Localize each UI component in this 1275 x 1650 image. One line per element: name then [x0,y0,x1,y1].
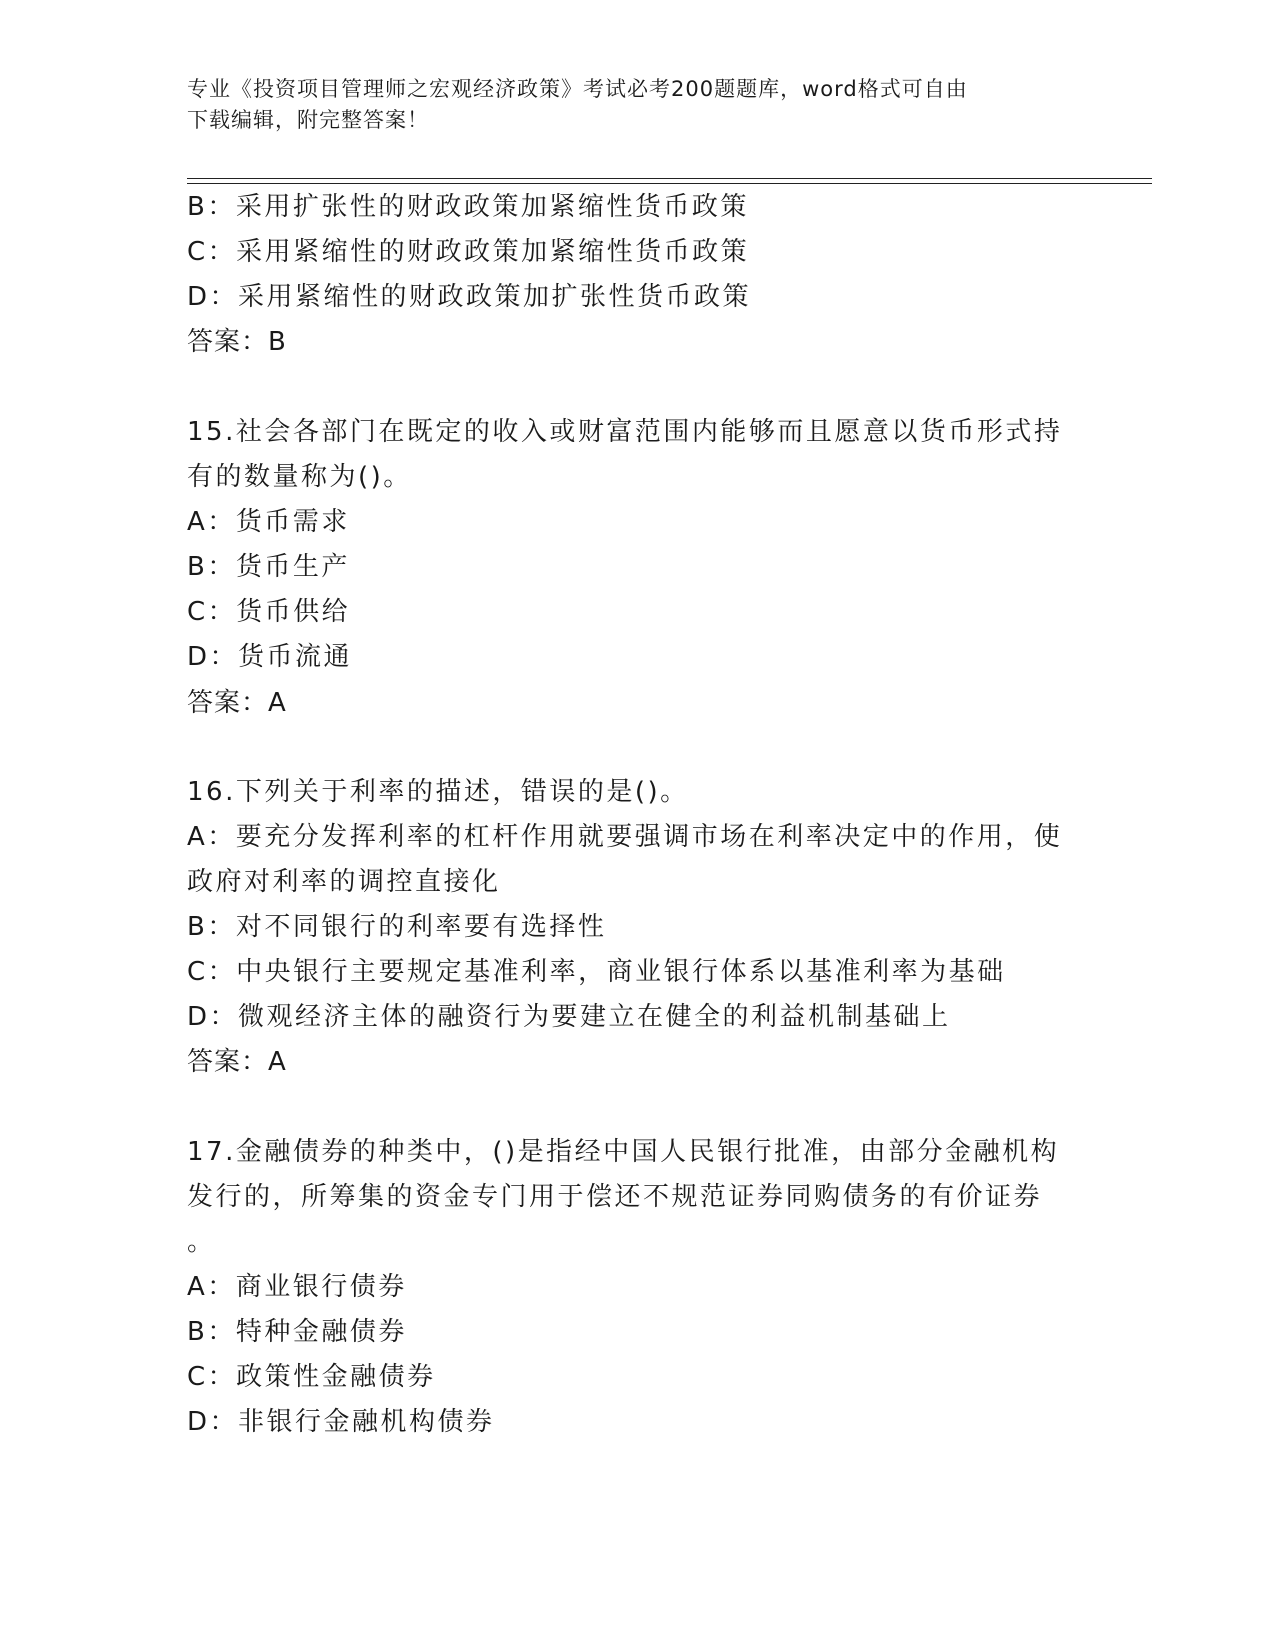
q17-stem-line-3: 。 [187,1227,216,1257]
q17-option-d: D：非银行金融机构债券 [187,1407,495,1437]
header-divider-bottom [187,183,1152,184]
header-line-1: 专业《投资项目管理师之宏观经济政策》考试必考200题题库，word格式可自由 [187,77,968,101]
q14-option-b: B：采用扩张性的财政政策加紧缩性货币政策 [187,192,749,222]
q17-stem-line-1: 17.金融债券的种类中，()是指经中国人民银行批准，由部分金融机构 [187,1137,1060,1167]
document-header [187,74,1067,136]
q16-option-c: C：中央银行主要规定基准利率，商业银行体系以基准利率为基础 [187,957,1006,987]
q15-option-a: A：货币需求 [187,507,350,537]
q17-option-a: A：商业银行债券 [187,1272,407,1302]
q14-answer: 答案：B [187,327,287,357]
q16-option-d: D：微观经济主体的融资行为要建立在健全的利益机制基础上 [187,1002,951,1032]
q15-option-d: D：货币流通 [187,642,353,672]
q17-option-b: B：特种金融债券 [187,1317,407,1347]
q14-option-c: C：采用紧缩性的财政政策加紧缩性货币政策 [187,237,750,267]
header-line-2: 下载编辑，附完整答案！ [187,108,429,132]
q15-option-c: C：货币供给 [187,597,351,627]
header-divider-top [187,178,1152,179]
q16-stem: 16.下列关于利率的描述，错误的是()。 [187,777,689,807]
q15-answer: 答案：A [187,688,287,718]
q14-option-d: D：采用紧缩性的财政政策加扩张性货币政策 [187,282,752,312]
q15-option-b: B：货币生产 [187,552,350,582]
q15-stem-line-1: 15.社会各部门在既定的收入或财富范围内能够而且愿意以货币形式持 [187,417,1063,447]
q17-option-c: C：政策性金融债券 [187,1362,436,1392]
q17-stem-line-2: 发行的，所筹集的资金专门用于偿还不规范证券同购债务的有价证券 [187,1182,1043,1212]
q16-option-b: B：对不同银行的利率要有选择性 [187,912,607,942]
q16-option-a-line-1: A：要充分发挥利率的杠杆作用就要强调市场在利率决定中的作用，使 [187,822,1063,852]
q16-answer: 答案：A [187,1047,287,1077]
q16-option-a-line-2: 政府对利率的调控直接化 [187,867,501,897]
q15-stem-line-2: 有的数量称为()。 [187,462,412,492]
